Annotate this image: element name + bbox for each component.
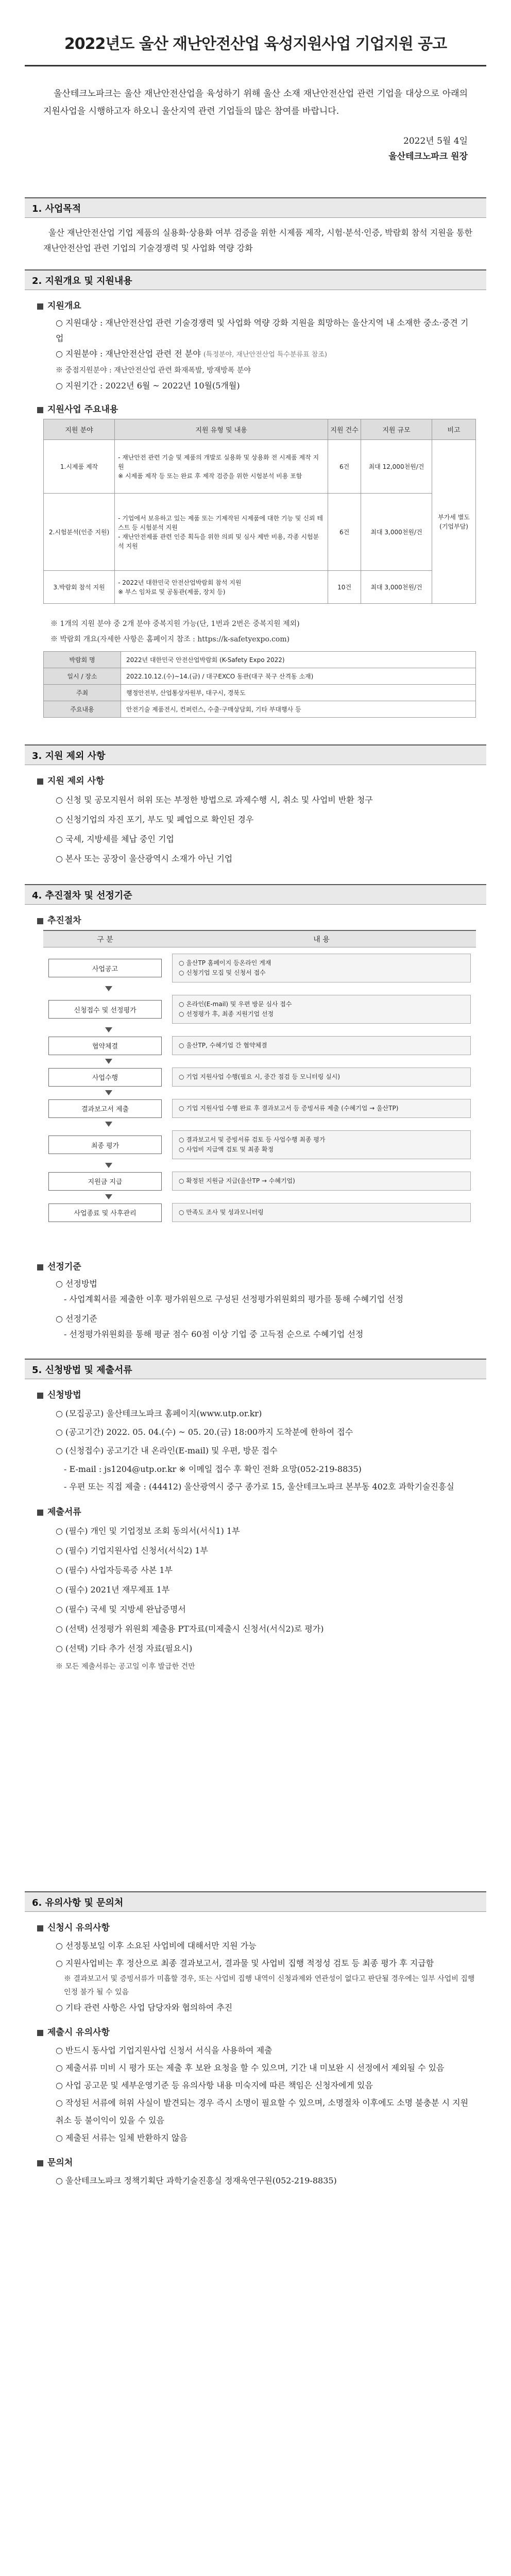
subheading-apply-method: 신청방법 (37, 1387, 486, 1400)
flow-step-row (43, 1061, 476, 1093)
flow-step-desc: ○ 만족도 조사 및 성과모니터링 (172, 1203, 471, 1222)
contact-info: ○ 울산테크노파크 정책기획단 과학기술진흥실 정재욱연구원(052-219-8835) (56, 2176, 337, 2185)
apply-line: ○ (모집공고) 울산테크노파크 홈페이지(www.utp.or.kr) (56, 1409, 262, 1418)
notice-item: ○ 제출된 서류는 일체 반환하지 않음 (56, 2133, 188, 2143)
section-3-header: 3. 지원 제외 사항 (25, 744, 486, 765)
table-note-line: ※ 1개의 지원 분야 중 2개 분야 중복지원 가능(단, 1번과 2번은 중복지원 제외) (50, 620, 300, 628)
subheading-submit-notice: 제출시 유의사항 (37, 2025, 486, 2038)
notice-item: ○ 사업 공고문 및 세부운영기준 등 유의사항 내용 미숙지에 따른 책임은 신청자에게 있음 (56, 2080, 373, 2090)
square-bullet-icon (37, 303, 43, 310)
criteria-title: ○ 선정기준 (56, 1314, 97, 1324)
flow-step-desc: ○ 기업 지원사업 수행 완료 후 결과보고서 등 증빙서류 제출 (수혜기업 → 울산TP) (172, 1099, 471, 1118)
flow-step-box: 사업공고 (48, 959, 162, 977)
section-2-header: 2. 지원개요 및 지원내용 (25, 269, 486, 290)
document-item: ○ (필수) 국세 및 지방세 완납증명서 (56, 1604, 186, 1614)
notice-item: ○ 지원사업비는 후 정산으로 최종 결과보고서, 결과물 및 사업비 집행 적정성 검토 등 최종 평가 후 지급함 (56, 1958, 434, 1968)
document-item: ○ (선택) 기타 추가 선정 자료(필요시) (56, 1643, 193, 1653)
section-4-header: 4. 추진절차 및 선정기준 (25, 884, 486, 905)
section-5-header: 5. 신청방법 및 제출서류 (25, 1359, 486, 1379)
support-table (43, 419, 476, 604)
document-item: ○ (필수) 개인 및 기업정보 조회 동의서(서식1) 1부 (56, 1526, 240, 1536)
square-bullet-icon (37, 407, 43, 413)
signature-block (25, 133, 486, 164)
subheading-main-content: 지원사업 주요내용 (37, 402, 486, 415)
square-bullet-icon (37, 1393, 43, 1399)
subheading-criteria: 선정기준 (37, 1259, 486, 1272)
overview-line: ○ 지원분야 : 재난안전산업 관련 전 분야 (특정분야, 재난안전산업 특수분류표 참조) (56, 349, 327, 359)
flow-step-row (43, 947, 476, 989)
table-header: 지원 건수 (328, 419, 361, 440)
flow-step-box: 협약체결 (48, 1037, 162, 1055)
subheading-apply-notice: 신청시 유의사항 (37, 1920, 486, 1933)
flow-step-box: 신청접수 및 선정평가 (48, 1000, 162, 1019)
flow-step-row (43, 1093, 476, 1124)
exclusion-item: ○ 신청기업의 자진 포기, 부도 및 폐업으로 확인된 경우 (56, 815, 254, 824)
overview-line: ○ 지원기간 : 2022년 6월 ~ 2022년 10월(5개월) (56, 381, 240, 391)
apply-email[interactable]: - E-mail : js1204@utp.or.kr ※ 이메일 접수 후 확인 전화 요망(052-219-8835) (64, 1464, 362, 1474)
exclusion-item: ○ 본사 또는 공장이 울산광역시 소재가 아닌 기업 (56, 854, 233, 863)
flow-step-desc: ○ 울산TP 홈페이지 등온라인 게재 ○ 신청기업 모집 및 신청서 접수 (172, 954, 471, 982)
exclusion-item: ○ 국세, 지방세를 체납 중인 기업 (56, 834, 174, 844)
table-row: 박람회 명 2022년 대한민국 안전산업박람회 (K-Safety Expo 2022) (44, 652, 476, 668)
section-1-header: 1. 사업목적 (25, 197, 486, 218)
issuing-org: 울산테크노파크 원장 (388, 151, 468, 162)
notice-item: ○ 제출서류 미비 시 평가 또는 제출 후 보완 요청을 할 수 있으며, 기간 내 미보완 시 선정에서 제외될 수 있음 (56, 2063, 445, 2073)
flow-step-row (43, 1165, 476, 1197)
section-1-text: 울산 재난안전산업 기업 제품의 실용화·상용화 여부 검증을 위한 시제품 제작, 시험·분석·인증, 박람회 참석 지원을 통한 재난안전산업 관련 기업의 기술경쟁력 및 사업화 역량 강화 (43, 228, 473, 253)
document-item: ○ (필수) 2021년 재무제표 1부 (56, 1585, 170, 1595)
document-item: ○ (선택) 선정평가 위원회 제출용 PT자료(미제출시 신청서(서식2)로 평가) (56, 1624, 324, 1634)
table-header: 비고 (432, 419, 476, 440)
flow-step-row (43, 1197, 476, 1228)
table-row: 일시 / 장소 2022.10.12.(수)~14.(금) / 대구EXCO 동관(대구 북구 산격동 소재) (44, 668, 476, 685)
square-bullet-icon (37, 2030, 43, 2036)
exclusion-item: ○ 신청 및 공모지원서 허위 또는 부정한 방법으로 과제수행 시, 취소 및 사업비 반환 청구 (56, 795, 373, 805)
table-note-line: ※ 박람회 개요(자세한 사항은 홈페이지 참조 : https://k-safetyexpo.com) (50, 635, 290, 643)
notice-item: ○ 기타 관련 사항은 사업 담당자와 협의하여 추진 (56, 2003, 233, 2012)
flow-step-desc: ○ 기업 지원사업 수행(필요 시, 중간 점검 등 모니터링 실시) (172, 1067, 471, 1087)
notice-item: ○ 반드시 동사업 기업지원사업 신청서 서식을 사용하여 제출 (56, 2045, 272, 2055)
apply-line: ○ (신청접수) 공고기간 내 온라인(E-mail) 및 우편, 방문 접수 (56, 1446, 278, 1455)
table-row: 주최 행정안전부, 산업통상자원부, 대구시, 경북도 (44, 685, 476, 701)
square-bullet-icon (37, 1264, 43, 1270)
table-row: 2.시험분석(인증 지원) - 기업에서 보유하고 있는 제품 또는 기제작된 시제품에 대한 기능 및 신뢰 테스트 등 시험분석 지원 - 재난안전제품 관련 인증 획득을 위한 의뢰 및 심사 제반 비용, 각종 시험분석 지원 6건 최대 3,000천원/건 (44, 494, 476, 571)
procedure-flowchart (43, 930, 476, 1228)
table-row: 3.박람회 참석 지원 - 2022년 대한민국 안전산업박람회 참석 지원 ※ 부스 임차료 및 공동관(제품, 장치 등) 10건 최대 3,000천원/건 (44, 571, 476, 604)
table-note: 부가세 별도 (기업부담) (432, 440, 476, 604)
flow-step-box: 사업종료 및 사후관리 (48, 1204, 162, 1222)
apply-address: - 우편 또는 직접 제출 : (44412) 울산광역시 중구 종가로 15, 울산테크노파크 본부동 402호 과학기술진흥실 (64, 1482, 454, 1492)
overview-line: ※ 중점지원분야 : 재난안전산업 관련 화재폭발, 방재방폭 분야 (56, 366, 251, 375)
documents-note: ※ 모든 제출서류는 공고일 이후 발급한 건만 (56, 1663, 195, 1671)
subheading-overview: 지원개요 (37, 298, 486, 311)
flow-step-desc: ○ 온라인(E-mail) 및 우편 방문 심사 접수 ○ 선정평가 후, 최종 지원기업 선정 (172, 995, 471, 1024)
square-bullet-icon (37, 2160, 43, 2166)
criteria-title: ○ 선정방법 (56, 1279, 97, 1289)
subheading-contact: 문의처 (37, 2155, 486, 2168)
criteria-desc: - 사업계획서를 제출한 이후 평가위원으로 구성된 선정평가위원회의 평가를 통해 수혜기업 선정 (64, 1294, 404, 1304)
flow-step-desc: ○ 울산TP, 수혜기업 간 협약체결 (172, 1036, 471, 1055)
flow-step-desc: ○ 결과보고서 및 증빙서류 검토 등 사업수행 최종 평가 ○ 사업비 지급액 검토 및 최종 확정 (172, 1130, 471, 1159)
document-item: ○ (필수) 기업지원사업 신청서(서식2) 1부 (56, 1546, 209, 1555)
square-bullet-icon (37, 1925, 43, 1931)
flow-step-desc: ○ 확정된 지원금 지급(울산TP → 수혜기업) (172, 1172, 471, 1191)
section-6-header: 6. 유의사항 및 문의처 (25, 1891, 486, 1912)
expo-table (43, 651, 476, 718)
subheading-documents: 제출서류 (37, 1504, 486, 1517)
square-bullet-icon (37, 918, 43, 924)
table-header: 지원 유형 및 내용 (115, 419, 328, 440)
intro-text: 울산테크노파크는 울산 재난안전산업을 육성하기 위해 울산 소재 재난안전산업 관련 기업을 대상으로 아래의 지원사업을 시행하고자 하오니 울산지역 관련 기업들의 많은 참여를 바랍니다. (43, 89, 468, 116)
square-bullet-icon (37, 1510, 43, 1516)
criteria-desc: - 선정평가위원회를 통해 평균 점수 60점 이상 기업 중 고득점 순으로 수혜기업 선정 (64, 1329, 364, 1339)
square-bullet-icon (37, 778, 43, 785)
subheading-procedure: 추진절차 (37, 913, 486, 926)
subheading-exclusions: 지원 제외 사항 (37, 773, 486, 786)
flow-step-row (43, 1124, 476, 1165)
table-header: 지원 분야 (44, 419, 115, 440)
apply-line: ○ (공고기간) 2022. 05. 04.(수) ~ 05. 20.(금) 18:00까지 도착분에 한하여 접수 (56, 1427, 353, 1437)
overview-line: ○ 지원대상 : 재난안전산업 관련 기술경쟁력 및 사업화 역량 강화 지원을 희망하는 울산지역 내 소재한 중소·중견 기업 (56, 318, 469, 343)
flow-step-row (43, 989, 476, 1030)
flow-step-box: 지원금 지급 (48, 1172, 162, 1191)
notice-item: ※ 결과보고서 및 증빙서류가 미흡할 경우, 또는 사업비 집행 내역이 신청과제와 연관성이 없다고 판단될 경우에는 일부 사업비 집행 인정 불가 될 수 있음 (64, 1975, 475, 1996)
flow-header: 구 분 내 용 (43, 930, 476, 947)
table-row: 주요내용 안전기술 제품전시, 컨퍼런스, 수출·구매상담회, 기타 부대행사 등 (44, 701, 476, 718)
page-title: 2022년도 울산 재난안전산업 육성지원사업 기업지원 공고 (25, 31, 486, 66)
notice-item: ○ 선정통보일 이후 소요된 사업비에 대해서만 지원 가능 (56, 1941, 257, 1951)
flow-rows (43, 947, 476, 1228)
document-item: ○ (필수) 사업자등록증 사본 1부 (56, 1565, 173, 1575)
flow-step-row (43, 1030, 476, 1061)
notice-date: 2022년 5월 4일 (403, 136, 468, 146)
flow-step-box: 최종 평가 (48, 1136, 162, 1154)
table-header: 지원 규모 (361, 419, 432, 440)
table-row: 1.시제품 제작 - 재난안전 관련 기술 및 제품의 개발로 실용화 및 상용화 전 시제품 제작 지원 ※ 시제품 제작 등 또는 완료 후 제작 검증을 위한 시험분석 비용 포함 6건 최대 12,000천원/건 부가세 별도 (기업부담) (44, 440, 476, 494)
flow-step-box: 결과보고서 제출 (48, 1099, 162, 1118)
flow-step-box: 사업수행 (48, 1068, 162, 1087)
notice-item: ○ 작성된 서류에 허위 사실이 발견되는 경우 즉시 소명이 필요할 수 있으며, 소명절차 이후에도 소명 불충분 시 지원 취소 등 불이익이 있을 수 있음 (56, 2098, 469, 2125)
